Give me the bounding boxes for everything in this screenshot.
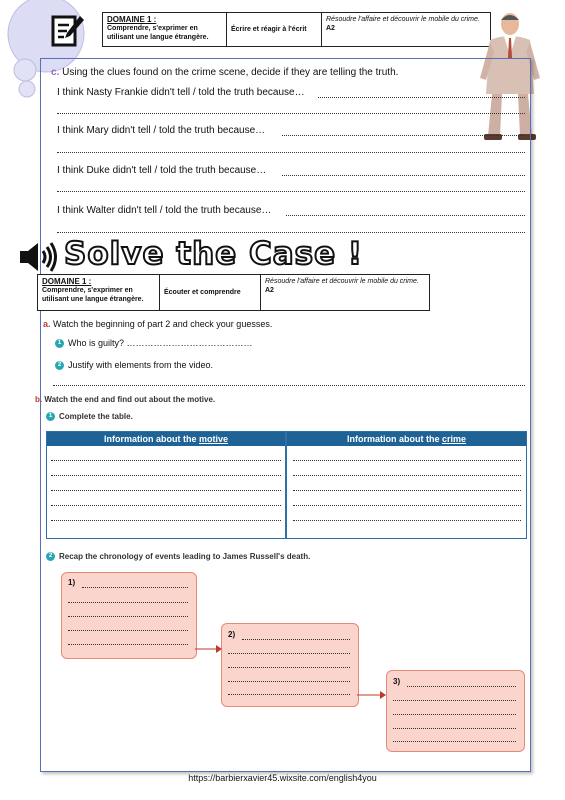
table-divider — [285, 432, 287, 538]
chronology-box-2 — [221, 623, 359, 707]
skill-label: Écrire et réagir à l'écrit — [227, 13, 322, 46]
arrow-right-icon — [356, 686, 388, 706]
domain-title: DOMAINE 1 : — [107, 15, 157, 24]
answer-line[interactable] — [282, 135, 525, 136]
recap-instruction: 2 Recap the chronology of events leading to James Russell's death. — [46, 552, 310, 561]
skill-label: Écouter et comprendre — [160, 275, 261, 310]
answer-line[interactable] — [286, 215, 525, 216]
answer-line[interactable] — [53, 385, 525, 386]
table-line[interactable] — [293, 520, 521, 521]
part-b-instruction: b. Watch the end and find out about the motive. — [35, 395, 216, 404]
speaker-icon — [18, 240, 60, 274]
box-line[interactable] — [68, 602, 188, 603]
box-line[interactable] — [228, 653, 350, 654]
objective-text: Résoudre l'affaire et découvrir le mobile du crime. — [326, 16, 480, 23]
answer-line[interactable] — [57, 232, 525, 233]
objective-text: Résoudre l'affaire et découvrir le mobile du crime. — [265, 278, 419, 285]
truth-line-walter: I think Walter didn't tell / told the truth because… — [57, 205, 272, 216]
number-badge: 2 — [55, 361, 64, 370]
table-line[interactable] — [51, 490, 281, 491]
box-line[interactable] — [228, 681, 350, 682]
answer-line[interactable] — [57, 152, 525, 153]
table-line[interactable] — [51, 460, 281, 461]
footer-url[interactable]: https://barbierxavier45.wixsite.com/english4you — [188, 773, 377, 783]
table-line[interactable] — [293, 475, 521, 476]
motive-crime-table — [46, 431, 527, 539]
table-line[interactable] — [51, 520, 281, 521]
box-line[interactable] — [393, 741, 516, 742]
table-header-crime: Information about the crime — [287, 432, 526, 446]
table-line[interactable] — [51, 505, 281, 506]
box-line[interactable] — [393, 714, 516, 715]
box-number: 1) — [68, 578, 76, 587]
chronology-box-3 — [386, 670, 525, 752]
table-line[interactable] — [293, 505, 521, 506]
section-c-instruction: c. Using the clues found on the crime scene, decide if they are telling the truth. — [51, 67, 399, 78]
number-badge: 1 — [46, 412, 55, 421]
question-justify: 2 Justify with elements from the video. — [55, 360, 213, 370]
arrow-right-icon — [194, 640, 224, 660]
table-line[interactable] — [293, 460, 521, 461]
domain-title: DOMAINE 1 : — [42, 277, 92, 286]
box-line[interactable] — [68, 644, 188, 645]
question-who-is-guilty: 1 Who is guilty? …………………………………… — [55, 338, 253, 348]
table-line[interactable] — [51, 475, 281, 476]
box-line[interactable] — [228, 694, 350, 695]
truth-line-duke: I think Duke didn't tell / told the truth because… — [57, 165, 267, 176]
solve-the-case-title: Solve the Case ! — [64, 236, 364, 272]
table-header-motive: Information about the motive — [47, 432, 285, 446]
answer-line[interactable] — [57, 113, 525, 114]
box-line[interactable] — [68, 616, 188, 617]
table-line[interactable] — [293, 490, 521, 491]
chronology-box-1 — [61, 572, 197, 659]
level-badge: A2 — [326, 25, 335, 32]
box-line[interactable] — [407, 686, 516, 687]
box-line[interactable] — [82, 587, 188, 588]
header-competence-writing — [102, 12, 491, 47]
complete-table-instruction: 1 Complete the table. — [46, 412, 133, 421]
box-line[interactable] — [68, 630, 188, 631]
box-number: 2) — [228, 630, 236, 639]
number-badge: 1 — [55, 339, 64, 348]
write-icon — [50, 12, 86, 48]
box-line[interactable] — [242, 639, 350, 640]
answer-line[interactable] — [318, 97, 525, 98]
level-badge: A2 — [265, 287, 274, 294]
box-line[interactable] — [228, 667, 350, 668]
part-a-instruction: a. Watch the beginning of part 2 and check your guesses. — [43, 319, 273, 329]
box-line[interactable] — [393, 728, 516, 729]
header-competence-listening — [37, 274, 430, 311]
box-line[interactable] — [393, 700, 516, 701]
truth-line-nasty-frankie: I think Nasty Frankie didn't tell / told the truth because… — [57, 87, 305, 98]
number-badge: 2 — [46, 552, 55, 561]
truth-line-mary: I think Mary didn't tell / told the truth because… — [57, 125, 266, 136]
domain-description: Comprendre, s'exprimer en utilisant une langue étrangère. — [107, 25, 209, 41]
answer-line[interactable] — [57, 191, 525, 192]
answer-line[interactable] — [282, 175, 525, 176]
domain-description: Comprendre, s'exprimer en utilisant une langue étrangère. — [42, 287, 144, 303]
box-number: 3) — [393, 677, 401, 686]
